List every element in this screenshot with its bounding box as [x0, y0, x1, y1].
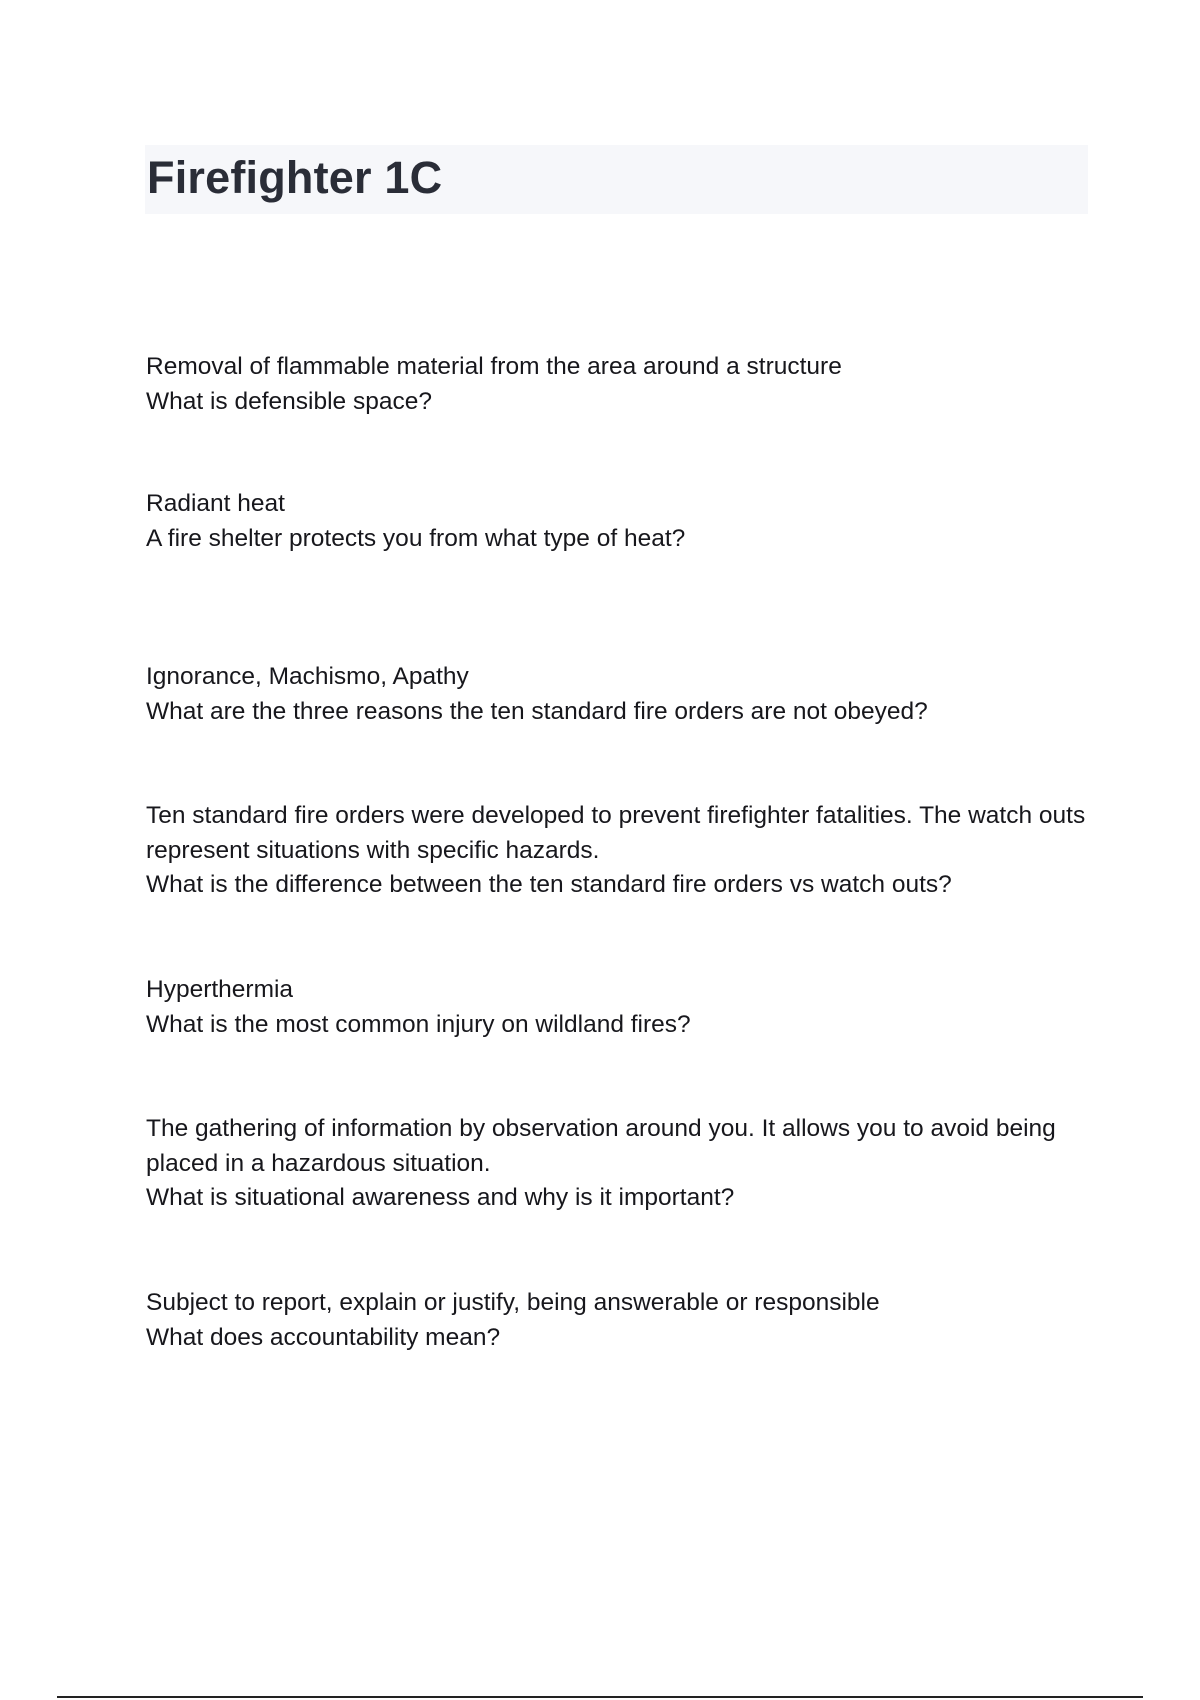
- flashcard-4: [146, 799, 1086, 903]
- flashcard-question: A fire shelter protects you from what type of heat?: [146, 524, 686, 552]
- page-bottom-divider: [57, 1696, 1143, 1698]
- flashcard-answer: The gathering of information by observation around you. It allows you to avoid being placed in a hazardous situation.: [146, 1115, 1056, 1177]
- flashcard-answer: Ignorance, Machismo, Apathy: [146, 663, 469, 690]
- flashcard-question: What is the most common injury on wildland fires?: [146, 1010, 691, 1038]
- flashcard-answer: Radiant heat: [146, 490, 285, 517]
- flashcard-7: [146, 1286, 1086, 1355]
- flashcard-answer: Hyperthermia: [146, 976, 294, 1003]
- flashcard-answer: Subject to report, explain or justify, being answerable or responsible: [146, 1289, 880, 1316]
- document-title: Firefighter 1C: [147, 152, 443, 203]
- flashcard-3: [146, 660, 1086, 729]
- flashcard-6: [146, 1112, 1086, 1216]
- flashcard-5: [146, 973, 1086, 1042]
- flashcard-question: What is defensible space?: [146, 387, 432, 415]
- flashcard-question: What is the difference between the ten standard fire orders vs watch outs?: [146, 871, 952, 898]
- flashcard-question: What does accountability mean?: [146, 1323, 501, 1351]
- flashcard-question: What are the three reasons the ten standard fire orders are not obeyed?: [146, 697, 928, 725]
- title-banner: [145, 145, 1088, 214]
- flashcard-answer: Removal of flammable material from the area around a structure: [146, 353, 842, 380]
- flashcard-question: What is situational awareness and why is it important?: [146, 1184, 735, 1211]
- flashcard-answer: Ten standard fire orders were developed to prevent firefighter fatalities. The watch outs represent situations with specific hazards.: [146, 802, 1086, 864]
- flashcard-1: [146, 350, 1086, 419]
- flashcard-2: [146, 487, 1086, 556]
